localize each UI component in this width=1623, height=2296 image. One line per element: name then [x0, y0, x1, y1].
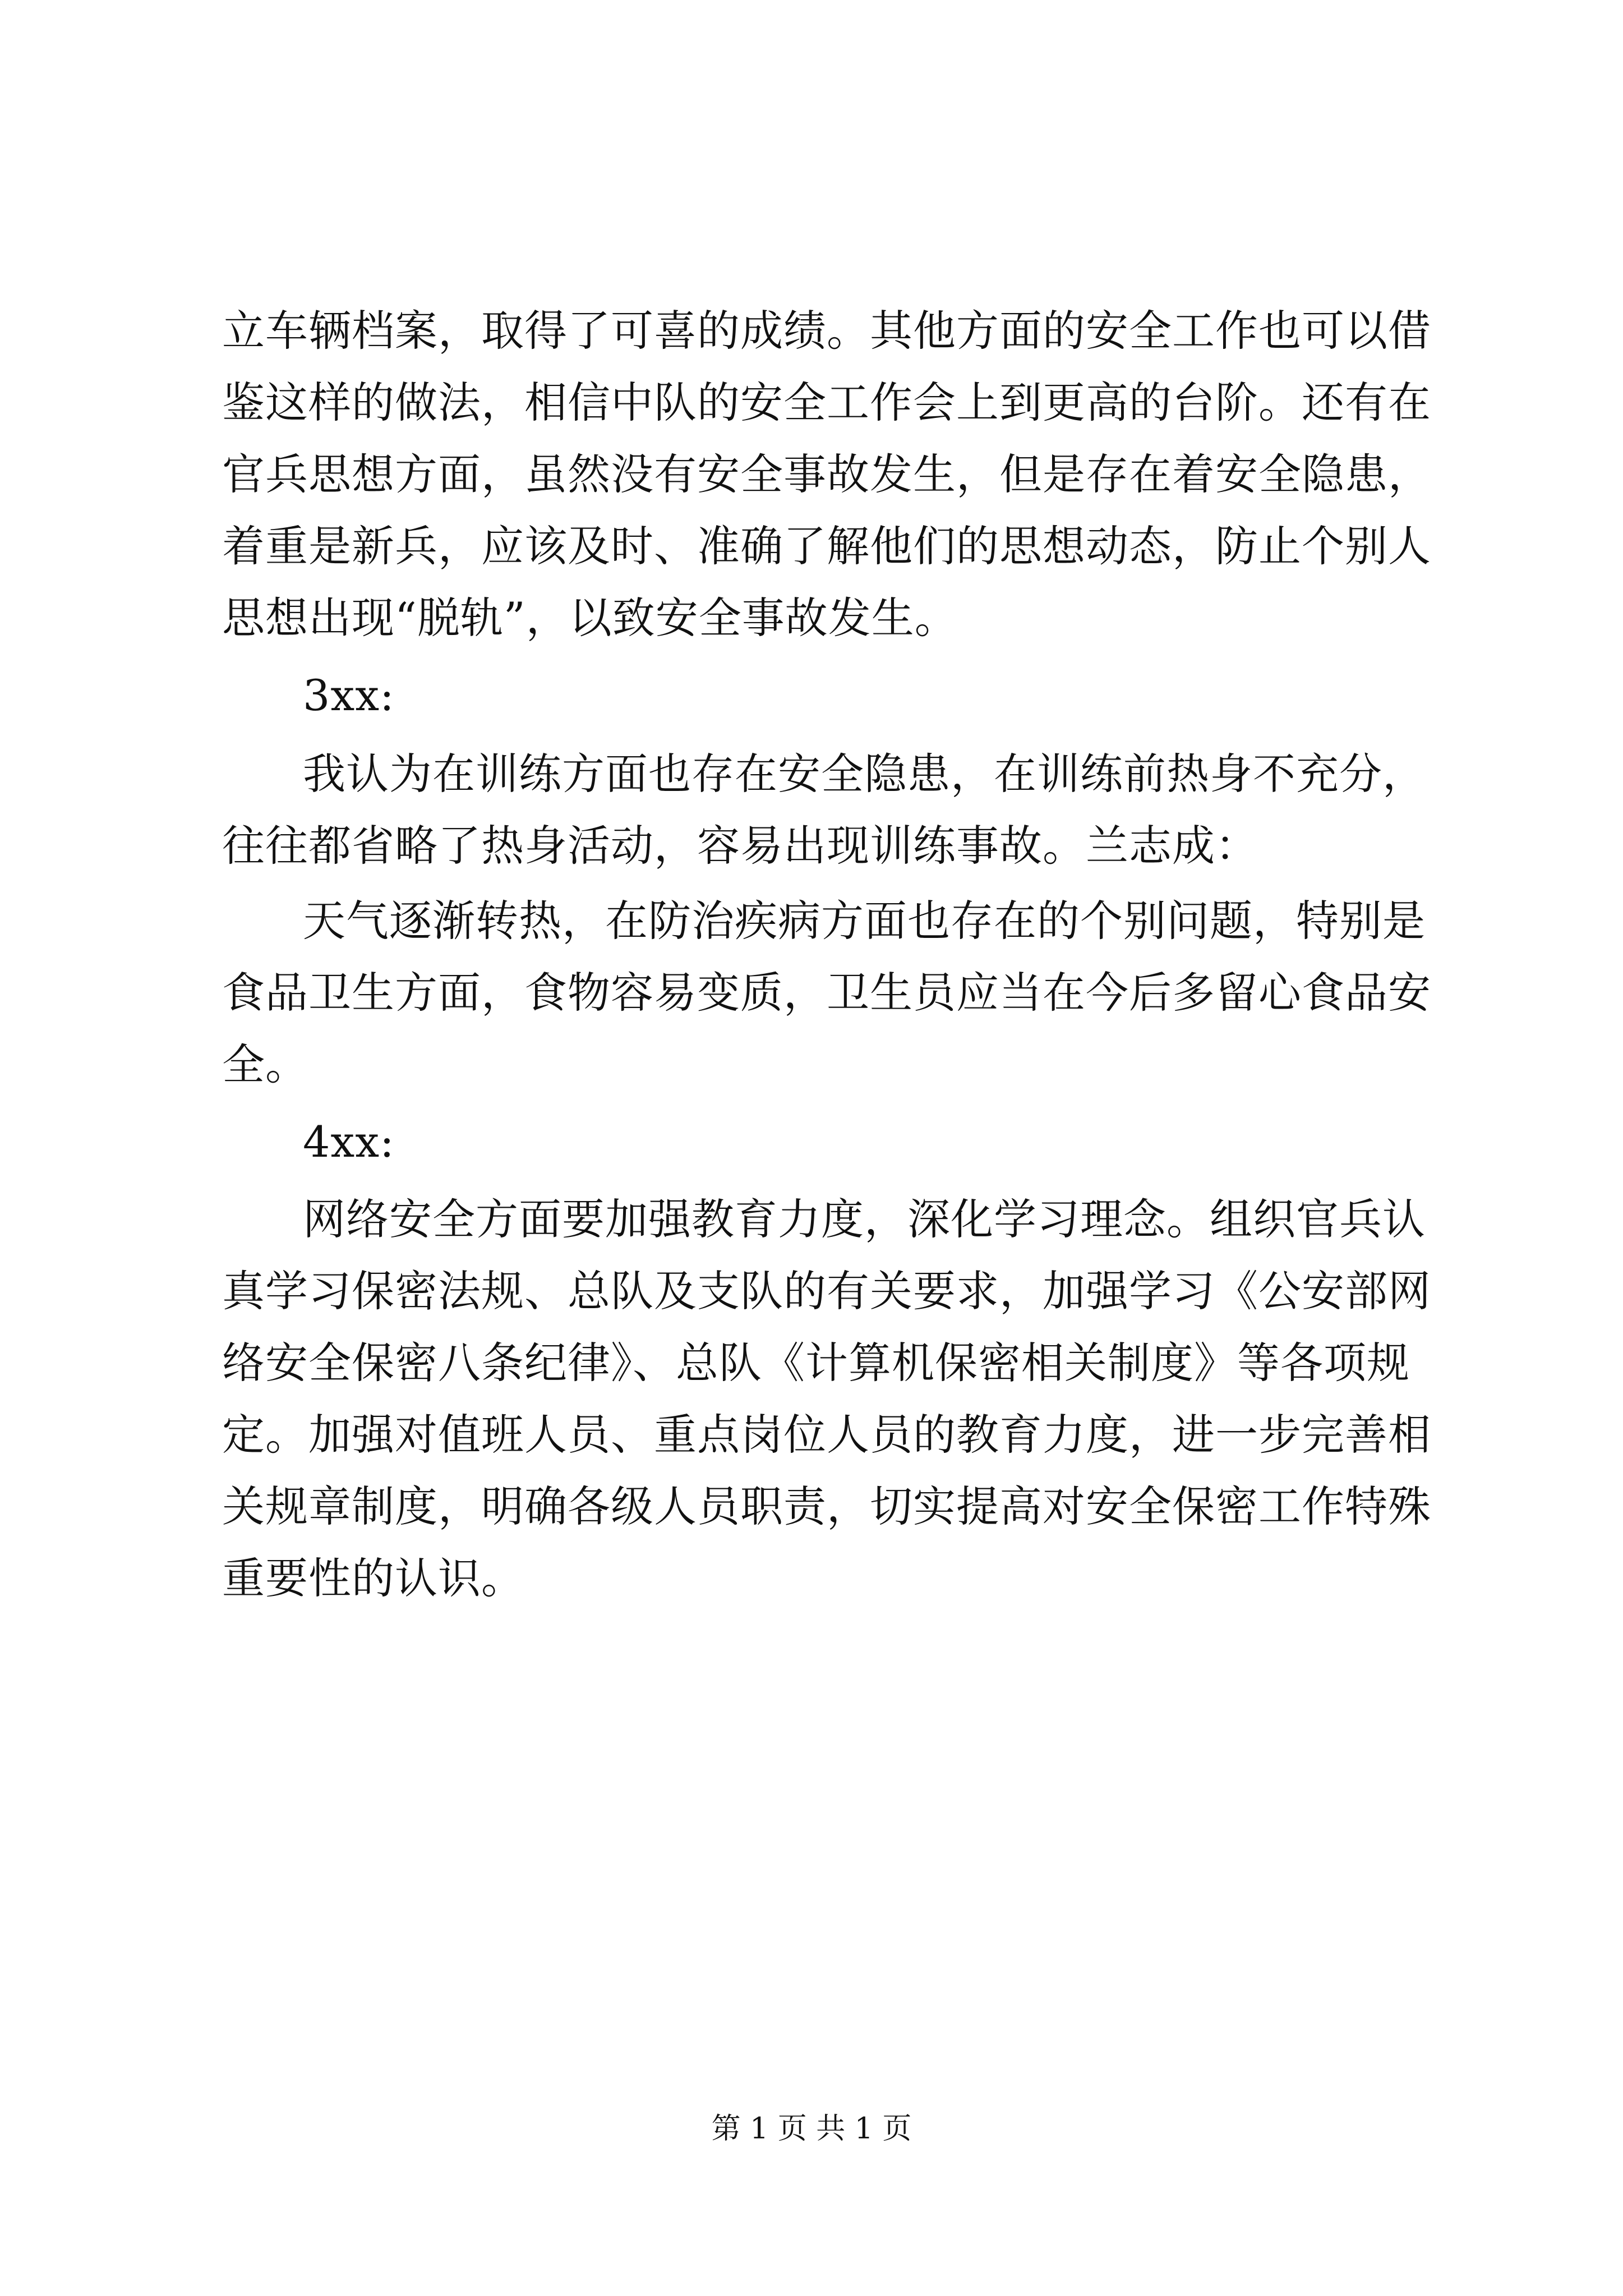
body-text-line: 思想出现“脱轨”，以致安全事故发生。 — [222, 593, 958, 643]
body-text-line: 定。加强对值班人员、重点岗位人员的教育力度，进一步完善相 — [222, 1410, 1431, 1460]
body-text-line: 着重是新兵，应该及时、准确了解他们的思想动态，防止个别人 — [222, 521, 1431, 571]
body-text-line: 立车辆档案，取得了可喜的成绩。其他方面的安全工作也可以借 — [222, 306, 1431, 356]
page-footer: 第 1 页 共 1 页 — [711, 2112, 912, 2146]
body-text-line: 真学习保密法规、总队及支队的有关要求，加强学习《公安部网 — [222, 1266, 1431, 1316]
speaker-heading: 4xx: — [303, 1117, 395, 1167]
body-text-line: 食品卫生方面，食物容易变质，卫生员应当在今后多留心食品安 — [222, 968, 1431, 1018]
body-text-line: 全。 — [222, 1039, 308, 1089]
body-text-line: 鉴这样的做法，相信中队的安全工作会上到更高的台阶。还有在 — [222, 378, 1431, 427]
body-text-line: 网络安全方面要加强教育力度，深化学习理念。组织官兵认 — [303, 1194, 1426, 1244]
speaker-heading: 3xx: — [303, 670, 395, 720]
body-text-line: 重要性的认识。 — [222, 1553, 524, 1603]
body-text-line: 络安全保密八条纪律》、总队《计算机保密相关制度》等各项规 — [222, 1338, 1410, 1388]
body-text-line: 天气逐渐转热，在防治疾病方面也存在的个别问题，特别是 — [303, 896, 1426, 946]
body-text-line: 关规章制度，明确各级人员职责，切实提高对安全保密工作特殊 — [222, 1481, 1431, 1531]
body-text-line: 往往都省略了热身活动，容易出现训练事故。兰志成： — [222, 821, 1258, 871]
body-text-line: 我认为在训练方面也存在安全隐患，在训练前热身不充分， — [303, 749, 1426, 799]
body-text-line: 官兵思想方面，虽然没有安全事故发生，但是存在着安全隐患， — [222, 449, 1431, 499]
